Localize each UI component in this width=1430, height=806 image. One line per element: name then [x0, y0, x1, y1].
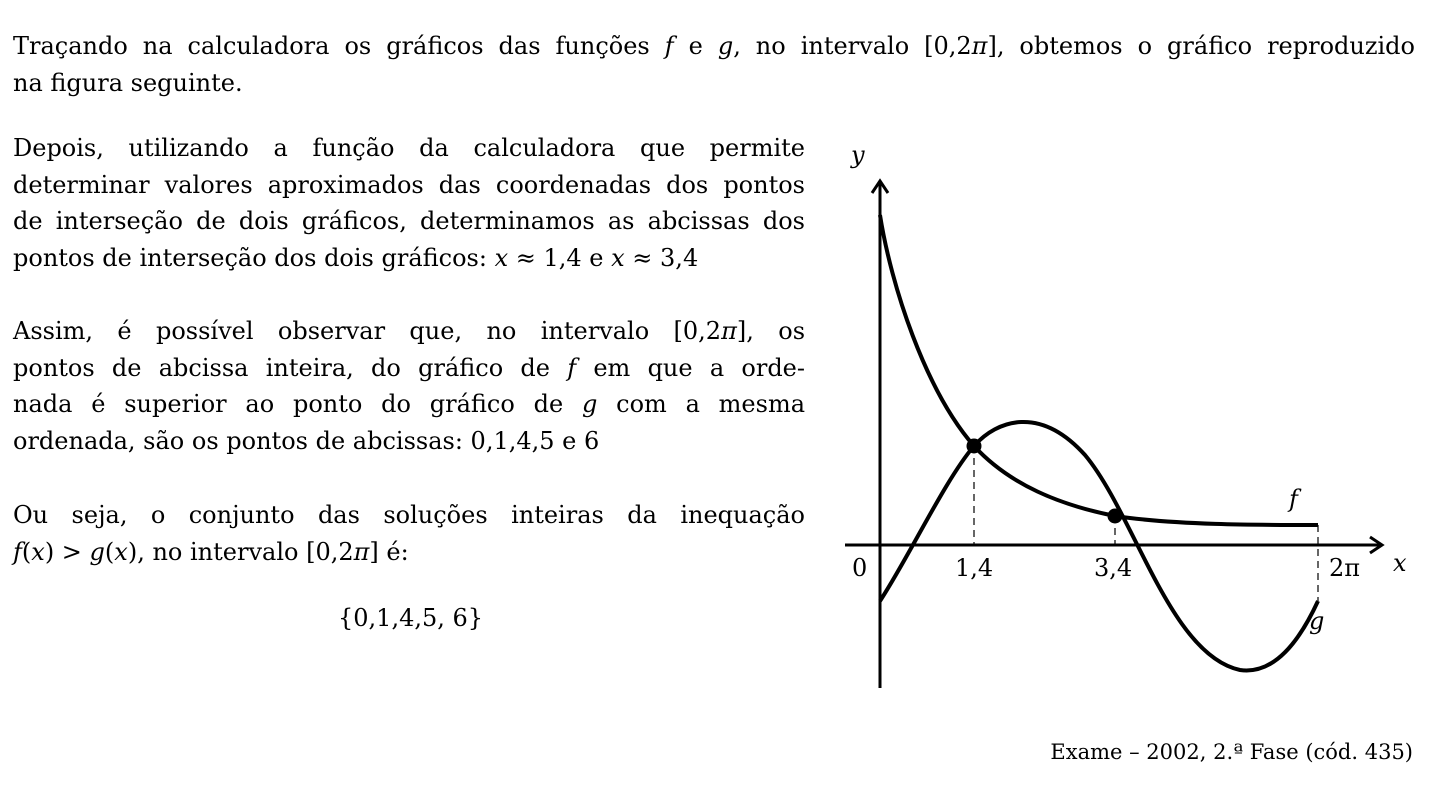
p2-text: em que a orde-	[576, 353, 805, 382]
p1-text: ≈ 1,4 e	[508, 243, 612, 272]
math-x: x	[494, 243, 509, 272]
math-x: x	[611, 243, 625, 272]
intro-paragraph	[13, 28, 1415, 101]
math-g: g	[717, 32, 734, 60]
tick-label-2pi: 2π	[1329, 554, 1361, 582]
intersection-point-2	[1108, 509, 1123, 524]
p3-text: (	[104, 537, 115, 566]
p2-line-3	[13, 386, 805, 423]
p2-text: pontos de abcissa inteira, do gráfico de	[13, 353, 568, 382]
math-f: f	[664, 32, 674, 60]
math-pi: π	[971, 32, 988, 60]
p2-text: nada é superior ao ponto do gráfico de	[13, 390, 582, 418]
p2-text: Assim, é possível observar que, no intervalo [0,2	[13, 317, 722, 345]
p2-line-2	[13, 350, 805, 387]
p3-line-1: Ou seja, o conjunto das soluções inteiras da inequação	[13, 501, 805, 529]
source-citation: Exame – 2002, 2.ª Fase (cód. 435)	[1050, 740, 1413, 764]
math-f: f	[13, 537, 22, 566]
intro-text: ], obtemos o gráfico reproduzido	[987, 32, 1415, 60]
p2-line-1	[13, 313, 805, 350]
curve-g-label: g	[1309, 607, 1325, 635]
math-x: x	[114, 537, 128, 566]
curve-f	[880, 215, 1318, 525]
p1-text: pontos de interseção dos dois gráficos:	[13, 243, 495, 272]
p1-line-2: determinar valores aproximados das coordenadas dos pontos	[13, 170, 805, 199]
origin-label: 0	[852, 554, 868, 582]
p1-line-3: de interseção de dois gráficos, determinamos as abcissas dos	[13, 207, 805, 235]
paragraph-conclusion	[13, 497, 805, 570]
intro-text: , no intervalo [0,2	[733, 32, 972, 60]
p1-line-4	[13, 240, 805, 277]
intro-text: Traçando na calculadora os gráficos das funções	[13, 32, 665, 60]
p2-text: com a mesma	[597, 390, 806, 418]
p2-text: ], os	[736, 317, 806, 345]
curve-f-label: f	[1289, 485, 1298, 513]
p3-text: ] é:	[369, 537, 409, 566]
p3-text: ) >	[44, 537, 90, 566]
x-axis-label: x	[1393, 549, 1407, 577]
y-axis-label: y	[851, 141, 865, 169]
math-x: x	[31, 537, 45, 566]
math-f: f	[567, 353, 577, 382]
p1-line-1: Depois, utilizando a função da calculadora que permite	[13, 134, 805, 162]
math-pi: π	[721, 317, 737, 345]
math-g: g	[581, 390, 598, 418]
paragraph-intersections	[13, 130, 805, 276]
solution-set: {0,1,4,5, 6}	[338, 604, 484, 632]
intro-text: e	[673, 32, 718, 60]
tick-label-1-4: 1,4	[955, 554, 994, 582]
p1-text: ≈ 3,4	[624, 243, 699, 272]
p2-line-4: ordenada, são os pontos de abcissas: 0,1,4,5 e 6	[13, 426, 600, 455]
function-graph	[835, 135, 1415, 695]
math-pi: π	[353, 537, 370, 566]
intro-line-1	[13, 28, 1415, 65]
p3-line-2	[13, 534, 805, 571]
p3-text: (	[21, 537, 32, 566]
p3-text: ), no intervalo [0,2	[127, 537, 354, 566]
intersection-point-1	[967, 439, 982, 454]
paragraph-observation	[13, 313, 805, 459]
intro-line-2: na figura seguinte.	[13, 68, 243, 97]
math-g: g	[89, 537, 105, 566]
tick-label-3-4: 3,4	[1094, 554, 1133, 582]
